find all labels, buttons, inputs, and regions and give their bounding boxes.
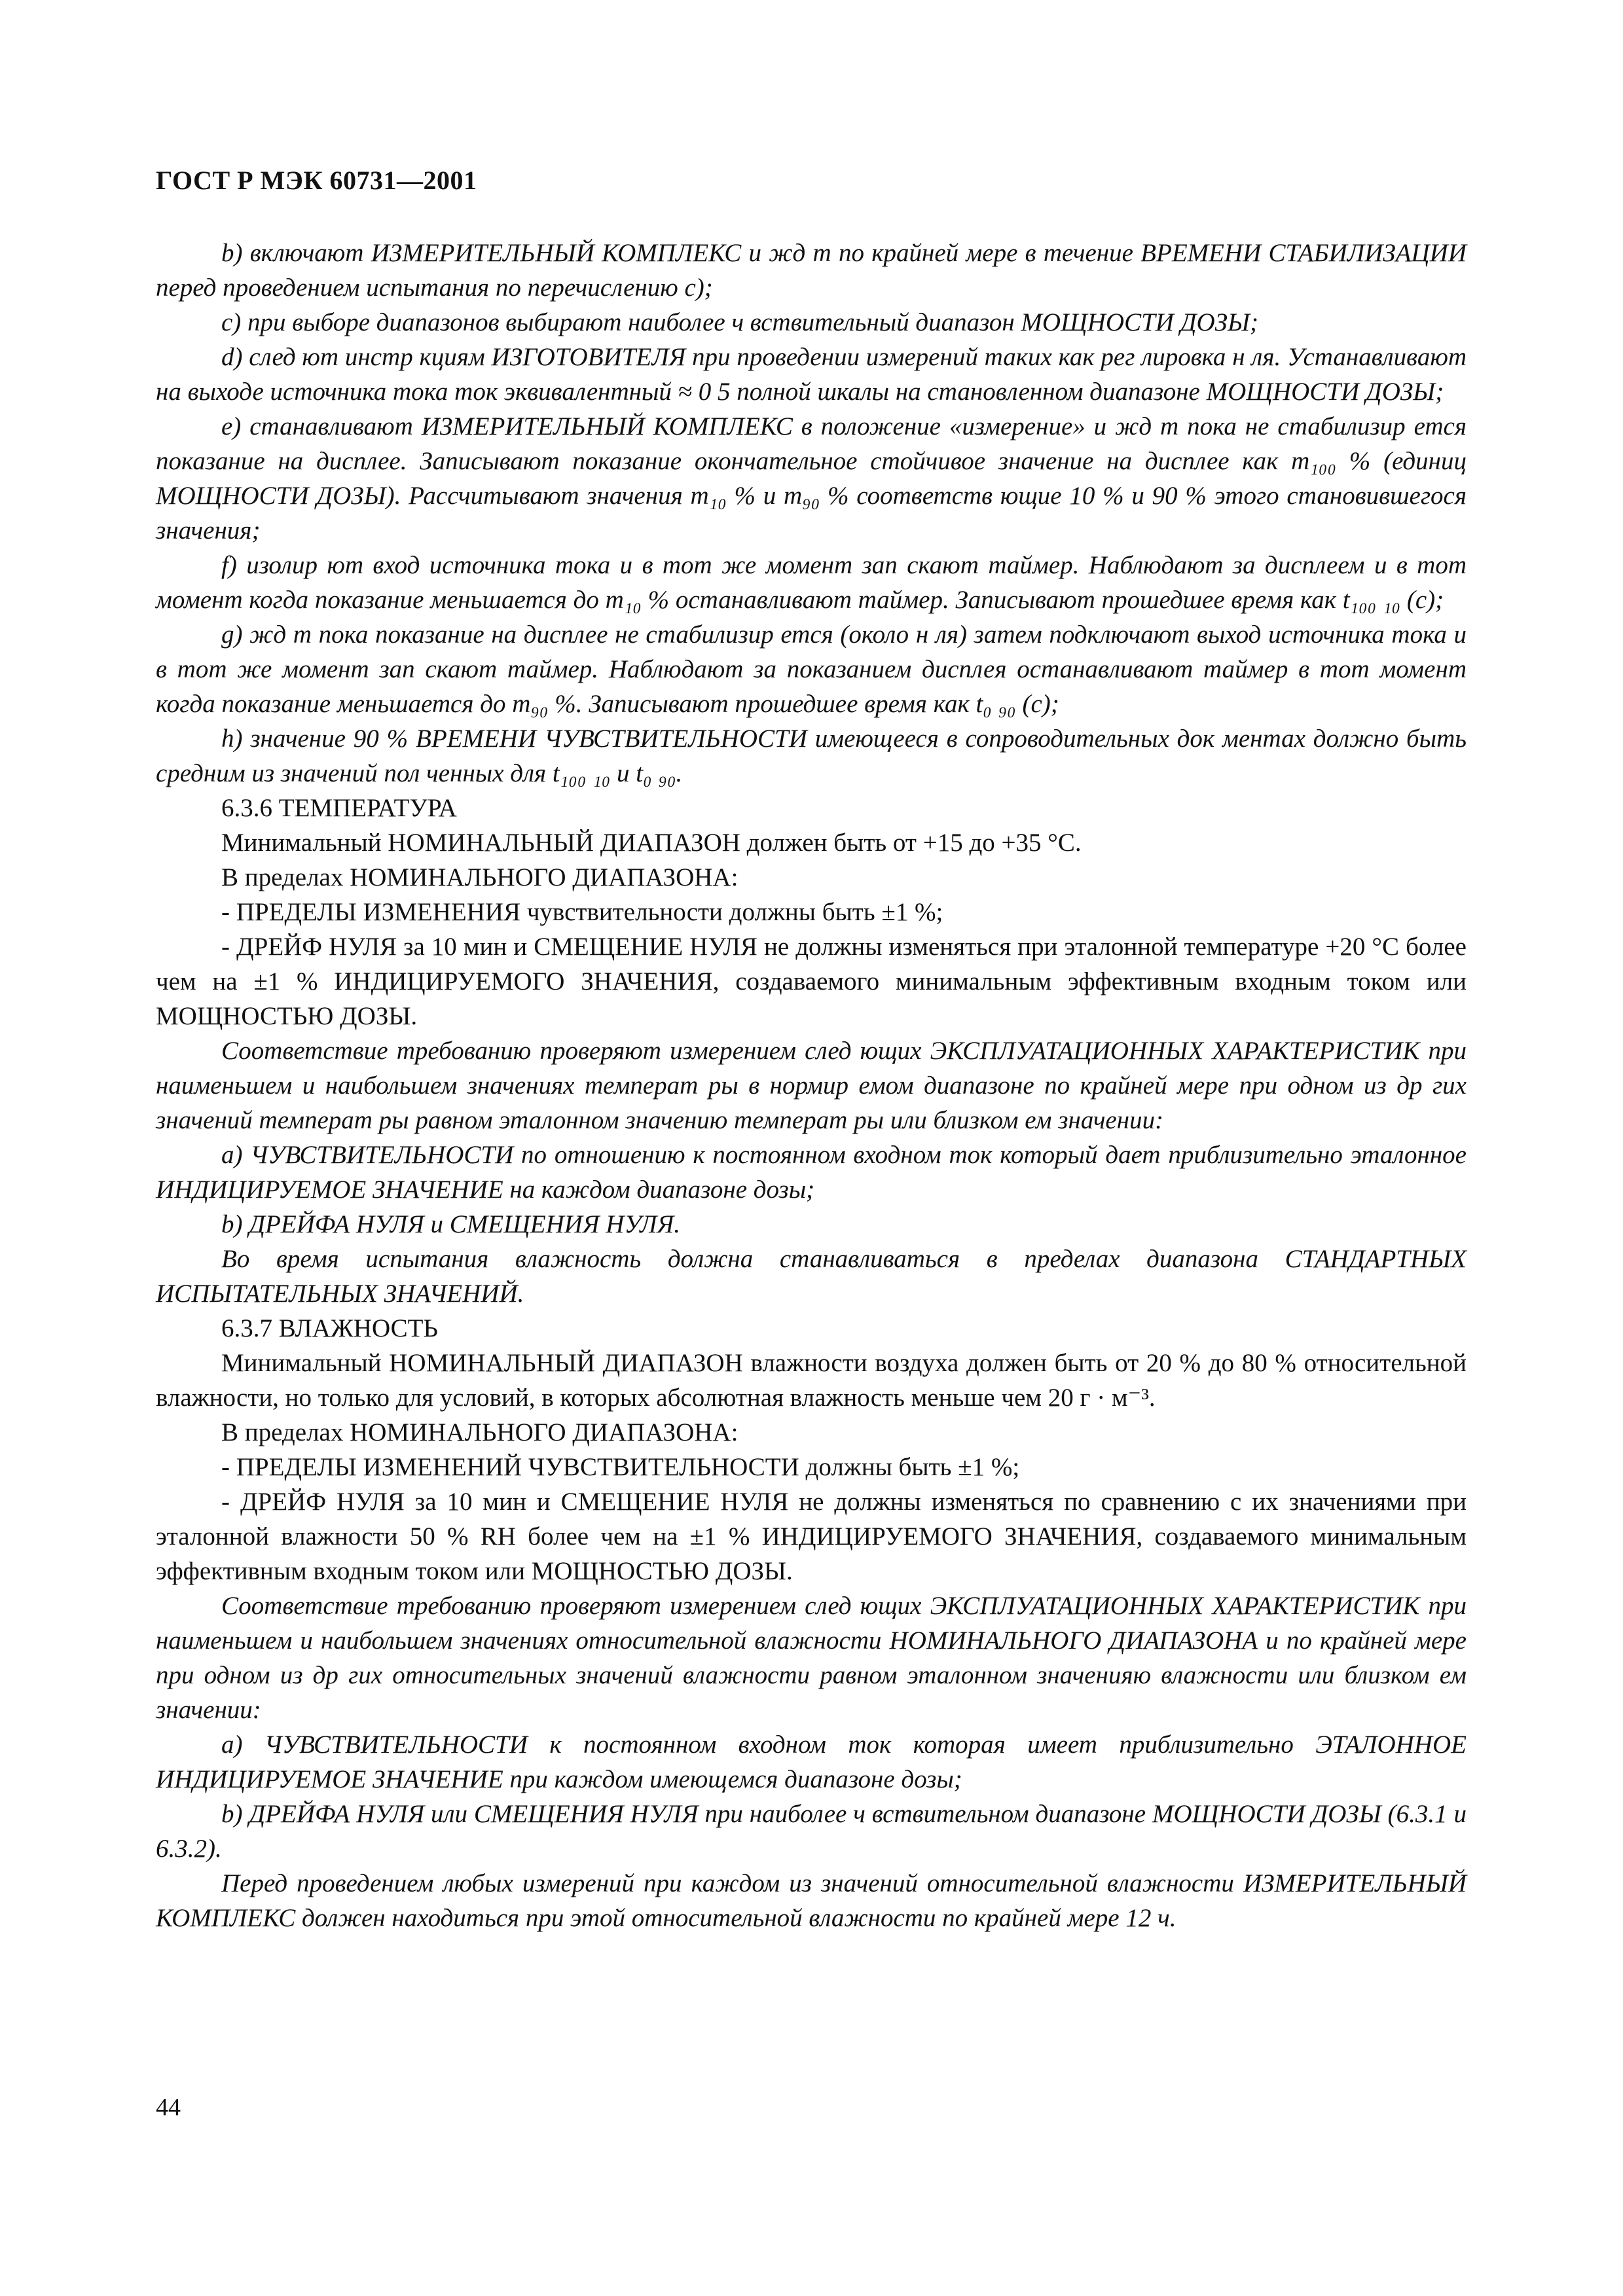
paragraph: В пределах НОМИНАЛЬНОГО ДИАПАЗОНА:	[221, 863, 739, 891]
paragraph: а) ЧУВСТВИТЕЛЬНОСТИ по отношению к постоянном входном ток который дает приблизительно эталонное ИНДИЦИРУЕМОЕ ЗНАЧЕНИЕ на каждом диапазоне дозы;	[156, 1141, 1473, 1204]
paragraph: b) ДРЕЙФА НУЛЯ или СМЕЩЕНИЯ НУЛЯ при наиболее ч вствительном диапазоне МОЩНОСТИ ДОЗЫ (6.3.1 и 6.3.2).	[156, 1800, 1473, 1863]
paragraph: - ДРЕЙФ НУЛЯ за 10 мин и СМЕЩЕНИЕ НУЛЯ не должны изменяться по сравнению с их значениями при эталонной влажности 50 % RH более чем на ±1 % ИНДИЦИРУЕМОГО ЗНАЧЕНИЯ, создаваемого минимальным эффективным входным током или МОЩНОСТЬЮ ДОЗЫ.	[156, 1488, 1473, 1585]
paragraph: f) изолир ют вход источника тока и в тот же момент зап скают таймер. Наблюдают за дисплеем и в тот момент когда показание меньшается до m₁₀ % останавливают таймер. Записывают прошедшее время как t₁₀₀ ₁₀ (c);	[156, 551, 1473, 614]
paragraph: g) жд т пока показание на дисплее не стабилизир ется (около н ля) затем подключают выход источника тока и в тот же момент зап скают таймер. Наблюдают за показанием дисплея останавливают таймер в тот момент когда показание меньшается до m₉₀ %. Записывают прошедшее время как t₀ ₉₀ (c);	[156, 620, 1473, 718]
paragraph: 6.3.6 ТЕМПЕРАТУРА	[221, 794, 457, 822]
paragraph: - ПРЕДЕЛЫ ИЗМЕНЕНИЙ ЧУВСТВИТЕЛЬНОСТИ должны быть ±1 %;	[221, 1453, 1020, 1481]
paragraph: Соответствие требованию проверяют измерением след ющих ЭКСПЛУАТАЦИОННЫХ ХАРАКТЕРИСТИК при наименьшем и наибольшем значениях температ ры в нормир емом диапазоне по крайней мере при одном из др гих значений температ ры равном эталонном значению температ ры или близком ем значении:	[156, 1037, 1473, 1134]
paragraph: Соответствие требованию проверяют измерением след ющих ЭКСПЛУАТАЦИОННЫХ ХАРАКТЕРИСТИК при наименьшем и наибольшем значениях относительной влажности НОМИНАЛЬНОГО ДИАПАЗОНА и по крайней мере при одном из др гих относительных значений влажности равном эталонном значенияю влажности или близком ем значении:	[156, 1592, 1473, 1724]
paragraph: - ДРЕЙФ НУЛЯ за 10 мин и СМЕЩЕНИЕ НУЛЯ не должны изменяться при эталонной температуре +20 °С более чем на ±1 % ИНДИЦИРУЕМОГО ЗНАЧЕНИЯ, создаваемого минимальным эффективным входным током или МОЩНОСТЬЮ ДОЗЫ.	[156, 933, 1473, 1030]
paragraph: Во время испытания влажность должна станавливаться в пределах диапазона СТАНДАРТНЫХ ИСПЫТАТЕЛЬНЫХ ЗНАЧЕНИЙ.	[156, 1245, 1473, 1308]
paragraph: b) ДРЕЙФА НУЛЯ и СМЕЩЕНИЯ НУЛЯ.	[221, 1210, 680, 1238]
paragraph: с) при выборе диапазонов выбирают наиболее ч вствительный диапазон МОЩНОСТИ ДОЗЫ;	[221, 308, 1258, 336]
page-number: 44	[156, 2094, 181, 2121]
paragraph: d) след ют инстр кциям ИЗГОТОВИТЕЛЯ при проведении измерений таких как рег лировка н ля. Устанавливают на выходе источника тока ток эквивалентный ≈ 0 5 полной шкалы на становленном диапазоне МОЩНОСТИ ДОЗЫ;	[156, 343, 1473, 406]
paragraph: а) ЧУВСТВИТЕЛЬНОСТИ к постоянном входном ток которая имеет приблизительно ЭТАЛОННОЕ ИНДИЦИРУЕМОЕ ЗНАЧЕНИЕ при каждом имеющемся диапазоне дозы;	[156, 1731, 1473, 1793]
paragraph: Минимальный НОМИНАЛЬНЫЙ ДИАПАЗОН влажности воздуха должен быть от 20 % до 80 % относительной влажности, но только для условий, в которых абсолютная влажность меньше чем 20 г · м⁻³.	[156, 1349, 1473, 1412]
paragraph: b) включают ИЗМЕРИТЕЛЬНЫЙ КОМПЛЕКС и жд т по крайней мере в течение ВРЕМЕНИ СТАБИЛИЗАЦИИ перед проведением испытания по перечислению с);	[156, 239, 1473, 302]
paragraph: е) станавливают ИЗМЕРИТЕЛЬНЫЙ КОМПЛЕКС в положение «измерение» и жд т пока не стабилизир ется показание на дисплее. Записывают показание окончательное стойчивое значение на дисплее как m₁₀₀ % (единиц МОЩНОСТИ ДОЗЫ). Рассчитывают значения m₁₀ % и m₉₀ % соответств ющие 10 % и 90 % этого становившегося значения;	[156, 412, 1473, 545]
paragraph: - ПРЕДЕЛЫ ИЗМЕНЕНИЯ чувствительности должны быть ±1 %;	[221, 898, 943, 926]
paragraph: h) значение 90 % ВРЕМЕНИ ЧУВСТВИТЕЛЬНОСТИ имеющееся в сопроводительных док ментах должно быть средним из значений пол ченных для t₁₀₀ ₁₀ и t₀ ₉₀.	[156, 725, 1473, 787]
document-body	[156, 236, 1473, 1935]
paragraph: Минимальный НОМИНАЛЬНЫЙ ДИАПАЗОН должен быть от +15 до +35 °С.	[221, 829, 1082, 857]
document-header: ГОСТ Р МЭК 60731—2001	[156, 166, 477, 195]
paragraph: В пределах НОМИНАЛЬНОГО ДИАПАЗОНА:	[221, 1418, 739, 1446]
paragraph: 6.3.7 ВЛАЖНОСТЬ	[221, 1314, 438, 1342]
paragraph: Перед проведением любых измерений при каждом из значений относительной влажности ИЗМЕРИТЕЛЬНЫЙ КОМПЛЕКС должен находиться при этой относительной влажности по крайней мере 12 ч.	[156, 1869, 1473, 1932]
